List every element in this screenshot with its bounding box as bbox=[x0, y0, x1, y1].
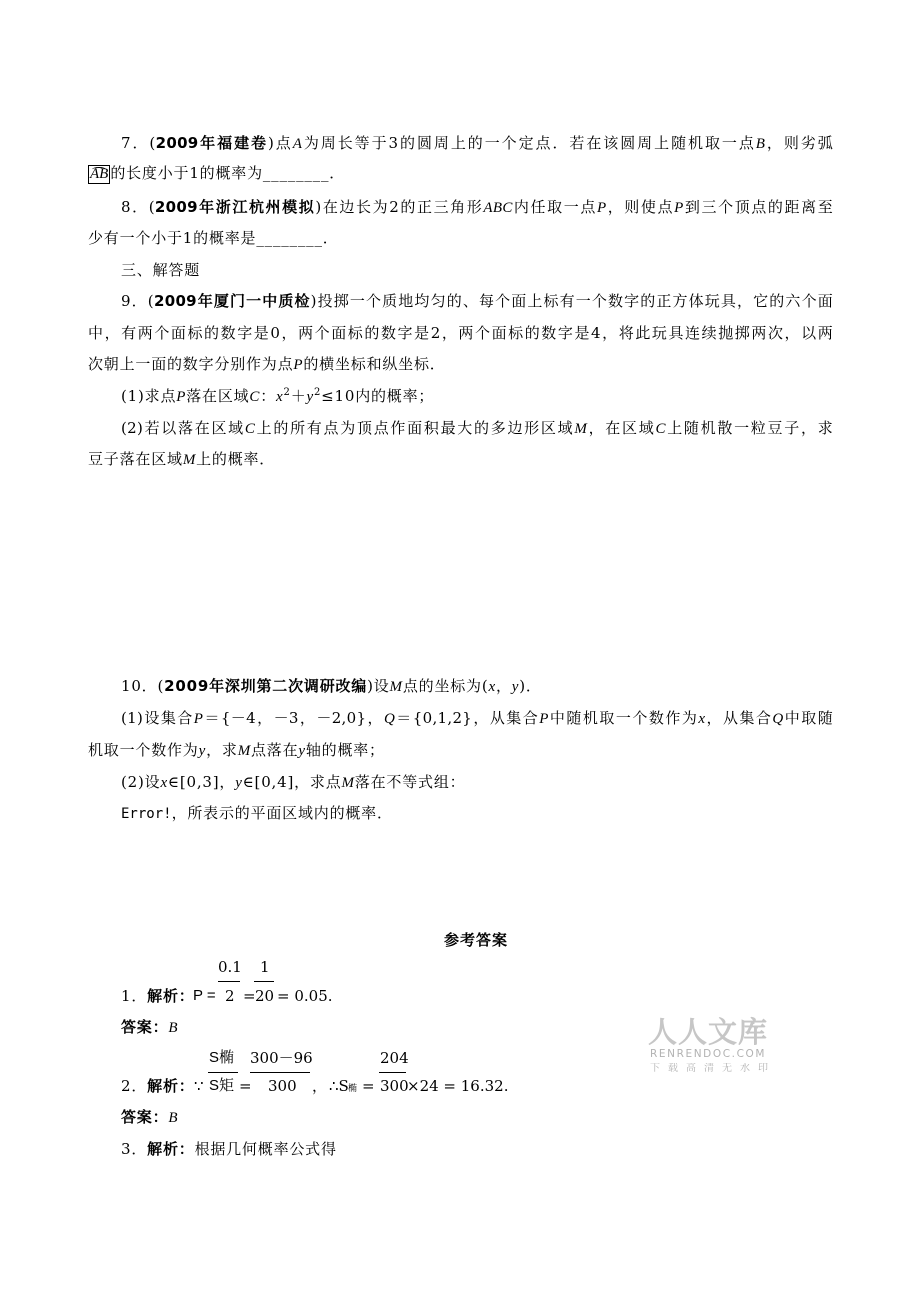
answer-key-value: B bbox=[168, 1110, 179, 1126]
q7-text: ，则劣弧 bbox=[765, 134, 833, 152]
equals-sign: = bbox=[239, 1077, 252, 1095]
var-P: P bbox=[193, 711, 204, 727]
var-P: P bbox=[596, 200, 607, 216]
arc-AB: AB bbox=[90, 166, 109, 182]
answer-key-label: 答案： bbox=[121, 1018, 169, 1036]
var-C: C bbox=[655, 421, 666, 437]
q7-text: 为周长等于3的圆周上的一个定点．若在该圆周上随机取一点 bbox=[302, 134, 756, 152]
answer-1-label bbox=[121, 986, 195, 1006]
q9-line-3 bbox=[88, 354, 446, 374]
q10-text: (1)设集合 bbox=[121, 709, 194, 727]
fraction-2-numerator: 1 bbox=[260, 958, 270, 976]
watermark-tagline: 下 载 高 清 无 水 印 bbox=[650, 1063, 768, 1074]
var-M: M bbox=[341, 775, 355, 791]
q10-text: )． bbox=[519, 677, 542, 695]
because-symbol: ∵ bbox=[194, 1077, 204, 1095]
q10-text: 点的坐标为( bbox=[402, 677, 489, 695]
var-y: y bbox=[235, 775, 243, 791]
q10-text: 点落在 bbox=[250, 741, 299, 759]
fraction-bar bbox=[250, 1072, 310, 1073]
q10-text: 落在不等式组： bbox=[354, 773, 466, 791]
var-B: B bbox=[755, 136, 766, 152]
q9-source: 2009年厦门一中质检 bbox=[153, 292, 311, 310]
q9-text: 落在区域 bbox=[186, 387, 250, 405]
answer-1-number: 1． bbox=[121, 987, 148, 1005]
section-title: 三、解答题 bbox=[121, 261, 201, 279]
q9-text: ，在区域 bbox=[587, 419, 656, 437]
therefore-symbol: ∴S bbox=[329, 1077, 349, 1095]
answer-3-number: 3． bbox=[121, 1140, 148, 1158]
q7-source: 2009年福建卷 bbox=[155, 134, 268, 152]
q9-line-2 bbox=[88, 323, 833, 343]
q10-part-2-line-2 bbox=[121, 803, 393, 823]
q8-text: 内任取一点 bbox=[512, 198, 597, 216]
var-ABC: ABC bbox=[483, 200, 513, 216]
var-Q: Q bbox=[772, 711, 784, 727]
answer-1-key bbox=[121, 1017, 178, 1037]
var-x: x bbox=[276, 389, 284, 405]
q10-text: ∈[0,4]，求点 bbox=[242, 773, 342, 791]
answer-3-text: 根据几何概率公式得 bbox=[194, 1140, 337, 1158]
fraction-1-denominator: S矩 bbox=[209, 1077, 235, 1094]
answer-key-value: B bbox=[168, 1020, 179, 1036]
q10-text: 机取一个数作为 bbox=[88, 741, 199, 759]
equals-sign: = bbox=[243, 987, 256, 1005]
q10-text: 轴的概率； bbox=[305, 741, 385, 759]
var-y: y bbox=[198, 743, 207, 759]
q10-text: ，求 bbox=[206, 741, 238, 759]
exponent: 2 bbox=[283, 387, 291, 398]
q10-line-1 bbox=[121, 676, 542, 696]
fraction-bar bbox=[218, 981, 240, 982]
q9-text: 上的概率． bbox=[196, 450, 276, 468]
var-P: P bbox=[293, 357, 304, 373]
fraction-bar bbox=[208, 1072, 238, 1073]
q8-source: 2009年浙江杭州模拟 bbox=[154, 198, 316, 216]
var-P: P bbox=[176, 389, 187, 405]
q7-line-2 bbox=[88, 163, 345, 183]
q8-line-1 bbox=[121, 197, 833, 217]
var-M: M bbox=[574, 421, 588, 437]
q9-text: 豆子落在区域 bbox=[88, 450, 183, 468]
q9-text: (1)求点 bbox=[121, 387, 177, 405]
q9-part-2-line-2 bbox=[88, 449, 275, 469]
fraction-3-denominator: 300 bbox=[380, 1077, 409, 1095]
var-y: y bbox=[298, 743, 306, 759]
equals-sign: = bbox=[362, 1077, 375, 1095]
set-Q-values: ＝{0,1,2}，从集合 bbox=[395, 709, 540, 727]
watermark-url: RENRENDOC.COM bbox=[650, 1048, 767, 1060]
q8-text: ，则使点 bbox=[606, 198, 675, 216]
q10-part-1-line-1 bbox=[121, 708, 833, 728]
var-M: M bbox=[389, 679, 403, 695]
q8-text: 少有一个小于1的概率是________． bbox=[88, 229, 339, 247]
q9-text: 上随机散一粒豆子，求 bbox=[665, 419, 833, 437]
var-x: x bbox=[160, 775, 168, 791]
q9-text: 的横坐标和纵坐标． bbox=[303, 355, 446, 373]
q9-text: 上的所有点为顶点作面积最大的多边形区域 bbox=[255, 419, 575, 437]
fraction-1-denominator: 2 bbox=[225, 987, 235, 1005]
var-M: M bbox=[182, 452, 197, 468]
answers-title: 参考答案 bbox=[444, 931, 509, 949]
q7-number: 7．( bbox=[121, 134, 156, 152]
q10-text: (2)设 bbox=[121, 773, 161, 791]
answer-1-lhs: P = bbox=[193, 987, 216, 1004]
q9-number: 9．( bbox=[121, 292, 154, 310]
q8-number: 8．( bbox=[121, 198, 155, 216]
q10-text: )设 bbox=[367, 677, 390, 695]
q10-text: 中随机取一个数作为 bbox=[548, 709, 699, 727]
q7-text: 的长度小于1的概率为________． bbox=[110, 164, 346, 182]
q7-line-1 bbox=[121, 133, 833, 153]
fraction-3-numerator: 204 bbox=[380, 1049, 409, 1067]
analysis-label: 解析： bbox=[147, 1077, 195, 1095]
fraction-bar bbox=[254, 981, 274, 982]
var-y: y bbox=[306, 389, 314, 405]
var-P: P bbox=[674, 200, 684, 216]
q10-source: 2009年深圳第二次调研改编 bbox=[164, 677, 368, 695]
fraction-1-numerator: S椭 bbox=[209, 1049, 235, 1066]
var-x: x bbox=[698, 711, 706, 727]
q7-text: )点 bbox=[267, 134, 293, 152]
var-x: x bbox=[488, 679, 496, 695]
q9-line-1 bbox=[121, 291, 833, 311]
comma: ， bbox=[312, 1077, 328, 1095]
q9-text: )投掷一个质地均匀的、每个面上标有一个数字的正方体玩具，它的六个面 bbox=[310, 292, 833, 310]
watermark-logo: 人人文库 bbox=[648, 1015, 769, 1049]
set-P-values: ＝{－4，－3，－2,0}， bbox=[203, 709, 384, 727]
q10-text: ， bbox=[495, 677, 512, 695]
var-C: C bbox=[244, 421, 256, 437]
subscript: 椭 bbox=[348, 1084, 358, 1094]
q10-text: 中取随 bbox=[783, 709, 833, 727]
analysis-label: 解析： bbox=[147, 1140, 195, 1158]
q9-part-2-line-1 bbox=[121, 418, 833, 438]
q9-text: 次朝上一面的数字分别作为点 bbox=[88, 355, 294, 373]
answer-1-result: = 0.05. bbox=[277, 987, 333, 1005]
q10-text: ∈[0,3]， bbox=[167, 773, 236, 791]
q9-text: 中，有两个面标的数字是0，两个面标的数字是2，两个面标的数字是4，将此玩具连续抛掷两次，以两 bbox=[88, 324, 833, 342]
q8-line-2 bbox=[88, 228, 339, 248]
fraction-1-numerator: 0.1 bbox=[218, 958, 242, 976]
q10-text: ，从集合 bbox=[705, 709, 773, 727]
q10-part-2-line-1 bbox=[121, 772, 465, 792]
q10-text: ，所表示的平面区域内的概率． bbox=[171, 804, 393, 822]
q9-text: (2)若以落在区域 bbox=[121, 419, 245, 437]
fraction-bar bbox=[379, 1072, 406, 1073]
answer-2-number: 2． bbox=[121, 1077, 148, 1095]
fraction-2-numerator: 300－96 bbox=[250, 1049, 313, 1067]
q9-text: ： bbox=[260, 387, 277, 405]
answer-2-label bbox=[121, 1076, 195, 1096]
var-Q: Q bbox=[383, 711, 396, 727]
answer-key-label: 答案： bbox=[121, 1108, 169, 1126]
analysis-label: 解析： bbox=[147, 987, 195, 1005]
q8-text: )在边长为2的正三角形 bbox=[315, 198, 484, 216]
var-y: y bbox=[511, 679, 520, 695]
fraction-2-denominator: 300 bbox=[268, 1077, 297, 1095]
answer-2-result: ×24 = 16.32. bbox=[407, 1077, 509, 1095]
fraction-2-denominator: 20 bbox=[255, 987, 275, 1005]
q10-number: 10．( bbox=[121, 677, 165, 695]
q9-text: ≤10内的概率； bbox=[321, 387, 435, 405]
var-P: P bbox=[539, 711, 549, 727]
exponent: 2 bbox=[313, 387, 322, 398]
plus-sign: ＋ bbox=[290, 387, 307, 405]
q9-part-1 bbox=[121, 386, 434, 406]
var-A: A bbox=[292, 136, 303, 152]
q8-text: 到三个顶点的距离至 bbox=[683, 198, 833, 216]
answer-3-line bbox=[121, 1139, 337, 1159]
q10-part-1-line-2 bbox=[88, 740, 385, 760]
answer-2-key bbox=[121, 1107, 178, 1127]
var-M: M bbox=[237, 743, 251, 759]
var-C: C bbox=[249, 389, 261, 405]
error-placeholder: Error! bbox=[121, 806, 172, 822]
